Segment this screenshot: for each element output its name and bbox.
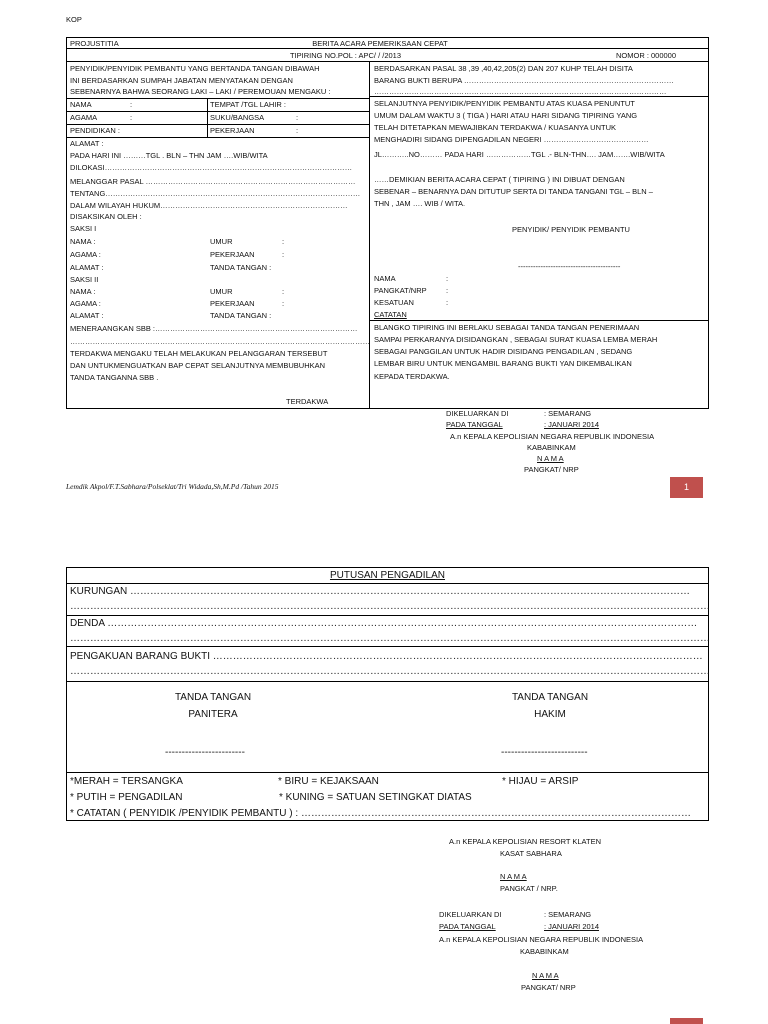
saksi1-pekerjaan: PEKERJAAN [210,250,255,259]
pangkat-nrp: PANGKAT/ NRP [524,465,579,474]
dotted-line: ………………………………………………………………………………………………………………………………………………………………………… [70,666,710,677]
saksi-1: SAKSI I [70,224,97,233]
field-nama: NAMA [70,100,92,109]
field-tempat-lahir: TEMPAT /TGL LAHIR : [210,100,286,109]
pengakuan-field: PENGAKUAN BARANG BUKTI ………………………………………………………………………………………………………………………………… [70,651,703,662]
terdakwa-statement: TANDA TANGANNA SBB . [70,373,159,382]
form-title: BERITA ACARA PEMERIKSAAN CEPAT [312,39,448,48]
nama-signatory: N A M A [537,454,564,463]
pada-tanggal: PADA TANGGAL [446,420,503,429]
kababinkam: KABABINKAM [527,443,576,452]
penyidik-kesatuan: KESATUAN [374,298,414,307]
colon: : [282,299,285,308]
dotted-line: ………………………………………………………………………………………………………………………………………………………………………… [70,601,710,612]
saksi1-alamat: ALAMAT : [70,263,104,272]
penyidik-nama: NAMA [374,274,396,283]
an-kepala: A.n KEPALA KEPOLISIAN NEGARA REPUBLIK INDONESIA [450,432,655,441]
colon: : [446,298,449,307]
legend-kuning: * KUNING = SATUAN SETINGKAT DIATAS [279,792,472,803]
denda-field: DENDA …………………………………………………………………………………………………………………………………………………………… [70,618,698,629]
colon: : [130,113,133,122]
wilayah-hukum: DALAM WILAYAH HUKUM………………………………………………………………… [70,201,348,210]
saksi1-agama: AGAMA : [70,250,101,259]
colon: : [446,274,449,283]
menerangkan-sbb: MENERAANGKAN SBB :……………………………………………………………………… [70,324,358,333]
issue-date: : JANUARI 2014 [544,420,600,429]
catatan-heading: CATATAN [374,310,407,319]
saksi2-pekerjaan: PEKERJAAN [210,299,255,308]
catatan-line: BLANGKO TIPIRING INI BERLAKU SEBAGAI TANDA TANGAN PENERIMAAN [374,323,640,332]
saksi-2: SAKSI II [70,275,99,284]
intro-line: SEBENARNYA BAHWA SEORANG LAKI – LAKI / PEREMOUAN MENGAKU : [70,87,331,96]
disaksikan-oleh: DISAKSIKAN OLEH : [70,212,142,221]
nama-signatory: N A M A [532,971,559,980]
intro-line: PENYIDIK/PENYIDIK PEMBANTU YANG BERTANDA TANGAN DIBAWAH [70,64,320,73]
nomor: NOMOR : 000000 [616,50,677,60]
an-kepala: A.n KEPALA KEPOLISIAN NEGARA REPUBLIK INDONESIA [439,935,644,944]
pada-tanggal: PADA TANGGAL [439,922,496,931]
tentang: TENTANG………………………………………………………………………………………… [70,189,361,198]
catatan-line: SAMPAI PERKARANYA DISIDANGKAN , SEBAGAI SURAT KUASA LEMBA MERAH [374,335,658,344]
legend-hijau: * HIJAU = ARSIP [502,776,579,787]
field-pendidikan: PENDIDIKAN : [70,126,121,135]
penyidik-pangkat: PANGKAT/NRP [374,286,427,295]
kasat-sabhara: KASAT SABHARA [500,849,562,858]
kop-label: KOP [66,15,82,24]
field-agama: AGAMA [70,113,98,122]
issue-place: : SEMARANG [544,409,592,418]
page-number-badge: 1 [670,477,703,498]
signature-line: ----------------------------------------- [518,262,621,271]
colon: : [130,100,133,109]
saksi1-umur: UMUR [210,237,233,246]
dikeluarkan-di: DIKELUARKAN DI [446,409,509,418]
saksi1-ttd: TANDA TANGAN : [210,263,272,272]
dotted-line: ……………………………………………………………………………………………………… [374,87,667,96]
issue-place: : SEMARANG [544,910,592,919]
panitera-label: PANITERA [188,709,238,720]
catatan-line: KEPADA TERDAKWA. [374,372,450,381]
issue-date: : JANUARI 2014 [544,922,600,931]
hakim-label: HAKIM [534,709,566,720]
tt-hakim: TANDA TANGAN [511,692,589,703]
panitera-sign-line: ------------------------ [165,747,245,758]
selanjutnya-line: TELAH DITETAPKAN MEWAJIBKAN TERDAKWA / KUASANYA UNTUK [374,123,616,132]
putusan-title: PUTUSAN PENGADILAN [329,570,446,581]
colon: : [296,113,299,122]
saksi2-ttd: TANDA TANGAN : [210,311,272,320]
hakim-sign-line: -------------------------- [501,747,588,758]
colon: : [296,126,299,135]
intro-line: INI BERDASARKAN SUMPAH JABATAN MENYATAKAN DENGAN [70,75,293,85]
legend-biru: * BIRU = KEJAKSAAN [278,776,379,787]
colon: : [282,237,285,246]
field-pekerjaan: PEKERJAAN [210,126,255,135]
kurungan-field: KURUNGAN …………………………………………………………………………………………………………………………………………………… [70,586,691,597]
demikian-line: ……DEMIKIAN BERITA ACARA CEPAT ( TIPIRING ) INI DIBUAT DENGAN [374,175,625,184]
terdakwa-label: TERDAKWA [286,397,329,406]
terdakwa-statement: DAN UNTUKMENGUATKAN BAP CEPAT SELANJUTNYA MEMBUBUHKAN [70,361,326,370]
legend-merah: *MERAH = TERSANGKA [70,776,183,787]
selanjutnya-line: UMUM DALAM WAKTU 3 ( TIGA ) HARI ATAU HARI SIDANG TIPIRING YANG [374,111,638,120]
saksi2-nama: NAMA : [70,287,96,296]
demikian-line: SEBENAR – BENARNYA DAN DITUTUP SERTA DI TANDA TANGANI TGL – BLN – [374,187,653,196]
barang-bukti-line: BARANG BUKTI BERUPA ………………………………………………………………………… [374,75,674,85]
nama-signatory: N A M A [500,872,527,881]
demikian-line: THN , JAM …. WIB / WITA. [374,199,466,208]
projustitia: PROJUSTITIA [70,39,119,48]
catatan-line: LEMBAR BIRU UNTUK MENGAMBIL BARANG BUKTI YAN DIKEMBALIKAN [374,359,632,368]
field-suku: SUKU/BANGSA [210,113,265,122]
melanggar-pasal: MELANGGAR PASAL ………………………………………………………………………… [70,177,356,186]
pada-hari: PADA HARI INI ………TGL . BLN – THN JAM ….WIB/WITA [70,151,268,160]
colon: : [446,286,449,295]
jalan-line: JL………..NO……… PADA HARI ………………TGL .- BLN-THN…. JAM…….WIB/WITA [374,150,665,159]
saksi2-alamat: ALAMAT : [70,311,104,320]
pasal-line: BERDASARKAN PASAL 38 ,39 ,40,42,205(2) DAN 207 KUHP TELAH DISITA [374,64,633,73]
footer-credit: Lemdik Akpol/F.T.Sabhara/Polseklat/Tri Widada,Sh,M.Pd /Tahun 2015 [66,482,279,491]
selanjutnya-line: MENGHADIRI SIDANG DIPENGADILAN NEGERI …………………………………… [374,135,649,144]
tipiring-number: TIPIRING NO.POL : APC/ / /2013 [290,50,402,60]
catatan-line: SEBAGAI PANGGILAN UNTUK HADIR DISIDANG PENGADILAN , SEDANG [374,347,633,356]
dotted-line: ………………………………………………………………………………………………………………………………………………………………………… [70,633,710,644]
tt-panitera: TANDA TANGAN [174,692,252,703]
colon: : [282,250,285,259]
terdakwa-statement: TERDAKWA MENGAKU TELAH MELAKUKAN PELANGGARAN TERSEBUT [70,349,328,358]
pangkat-nrp: PANGKAT/ NRP [521,983,576,992]
catatan-penyidik: * CATATAN ( PENYIDIK /PENYIDIK PEMBANTU ) : ……………………………………………………………………………………………………… [70,808,691,819]
selanjutnya-line: SELANJUTNYA PENYIDIK/PENYIDIK PEMBANTU ATAS KUASA PENUNTUT [374,99,635,108]
next-page-badge [670,1018,703,1024]
legend-putih: * PUTIH = PENGADILAN [70,792,183,803]
dotted-line: ………………………………………………………………………………………………………… [70,337,370,346]
pangkat-nrp: PANGKAT / NRP. [500,884,558,893]
colon: : [282,287,285,296]
dilokasi: DILOKASI……………………………………………………………………………………… [70,163,353,172]
field-alamat: ALAMAT : [70,139,104,148]
saksi1-nama: NAMA : [70,237,96,246]
saksi2-agama: AGAMA : [70,299,101,308]
penyidik-label: PENYIDIK/ PENYIDIK PEMBANTU [512,225,630,234]
kababinkam: KABABINKAM [520,947,569,956]
an-kepala-resort: A.n KEPALA KEPOLISIAN RESORT KLATEN [449,837,602,846]
dikeluarkan-di: DIKELUARKAN DI [439,910,502,919]
saksi2-umur: UMUR [210,287,233,296]
